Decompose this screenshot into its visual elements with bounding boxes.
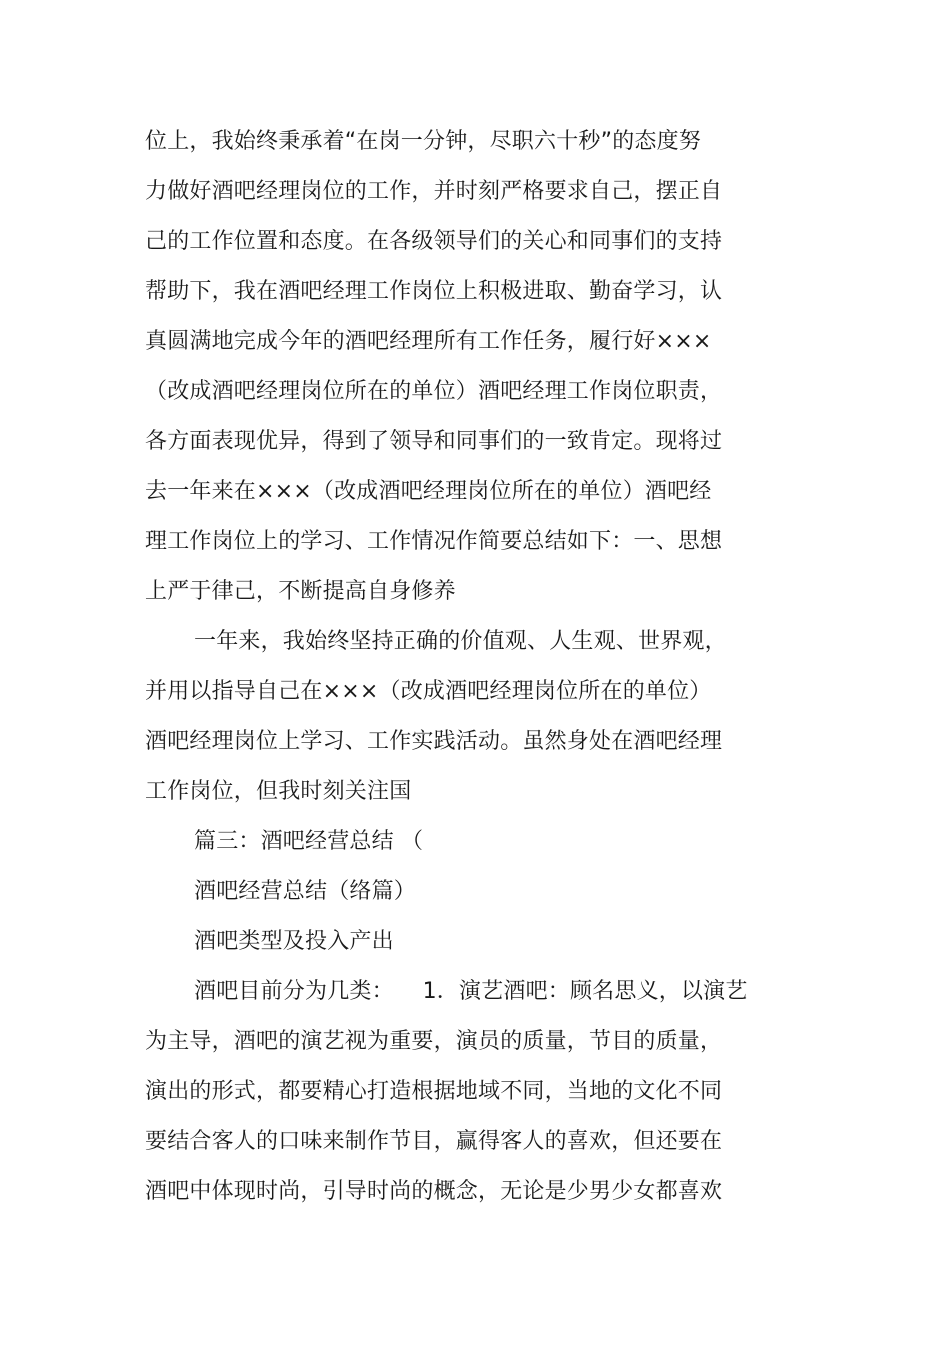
text-line: （改成酒吧经理岗位所在的单位）酒吧经理工作岗位职责， (145, 379, 723, 404)
text-line: 工作岗位，但我时刻关注国 (145, 779, 412, 804)
paragraph-start-line: 酒吧目前分为几类： 1．演艺酒吧：顾名思义，以演艺 (194, 979, 748, 1004)
subheading: 酒吧类型及投入产出 (194, 929, 394, 954)
text-line: 要结合客人的口味来制作节目，赢得客人的喜欢，但还要在 (145, 1129, 723, 1154)
text-line: 酒吧中体现时尚，引导时尚的概念，无论是少男少女都喜欢 (145, 1179, 723, 1204)
text-line: 并用以指导自己在×××（改成酒吧经理岗位所在的单位） (145, 679, 712, 704)
text-line: 为主导，酒吧的演艺视为重要，演员的质量，节目的质量， (145, 1029, 723, 1054)
section-heading: 篇三：酒吧经营总结 （ (194, 829, 424, 854)
text-line: 理工作岗位上的学习、工作情况作简要总结如下：一、思想 (145, 529, 723, 554)
subheading: 酒吧经营总结（络篇） (194, 879, 417, 904)
text-line: 演出的形式，都要精心打造根据地域不同，当地的文化不同 (145, 1079, 723, 1104)
text-line: 各方面表现优异，得到了领导和同事们的一致肯定。现将过 (145, 429, 723, 454)
text-line: 上严于律己，不断提高自身修养 (145, 579, 456, 604)
paragraph-start-line: 一年来，我始终坚持正确的价值观、人生观、世界观， (194, 629, 727, 654)
text-line: 去一年来在×××（改成酒吧经理岗位所在的单位）酒吧经 (145, 479, 712, 504)
text-line: 酒吧经理岗位上学习、工作实践活动。虽然身处在酒吧经理 (145, 729, 723, 754)
text-line: 位上，我始终秉承着“在岗一分钟，尽职六十秒”的态度努 (145, 129, 701, 154)
text-line: 帮助下，我在酒吧经理工作岗位上积极进取、勤奋学习，认 (145, 279, 723, 304)
text-line: 己的工作位置和态度。在各级领导们的关心和同事们的支持 (145, 229, 723, 254)
text-line: 力做好酒吧经理岗位的工作，并时刻严格要求自己，摆正自 (145, 179, 723, 204)
text-line: 真圆满地完成今年的酒吧经理所有工作任务，履行好××× (145, 329, 712, 354)
